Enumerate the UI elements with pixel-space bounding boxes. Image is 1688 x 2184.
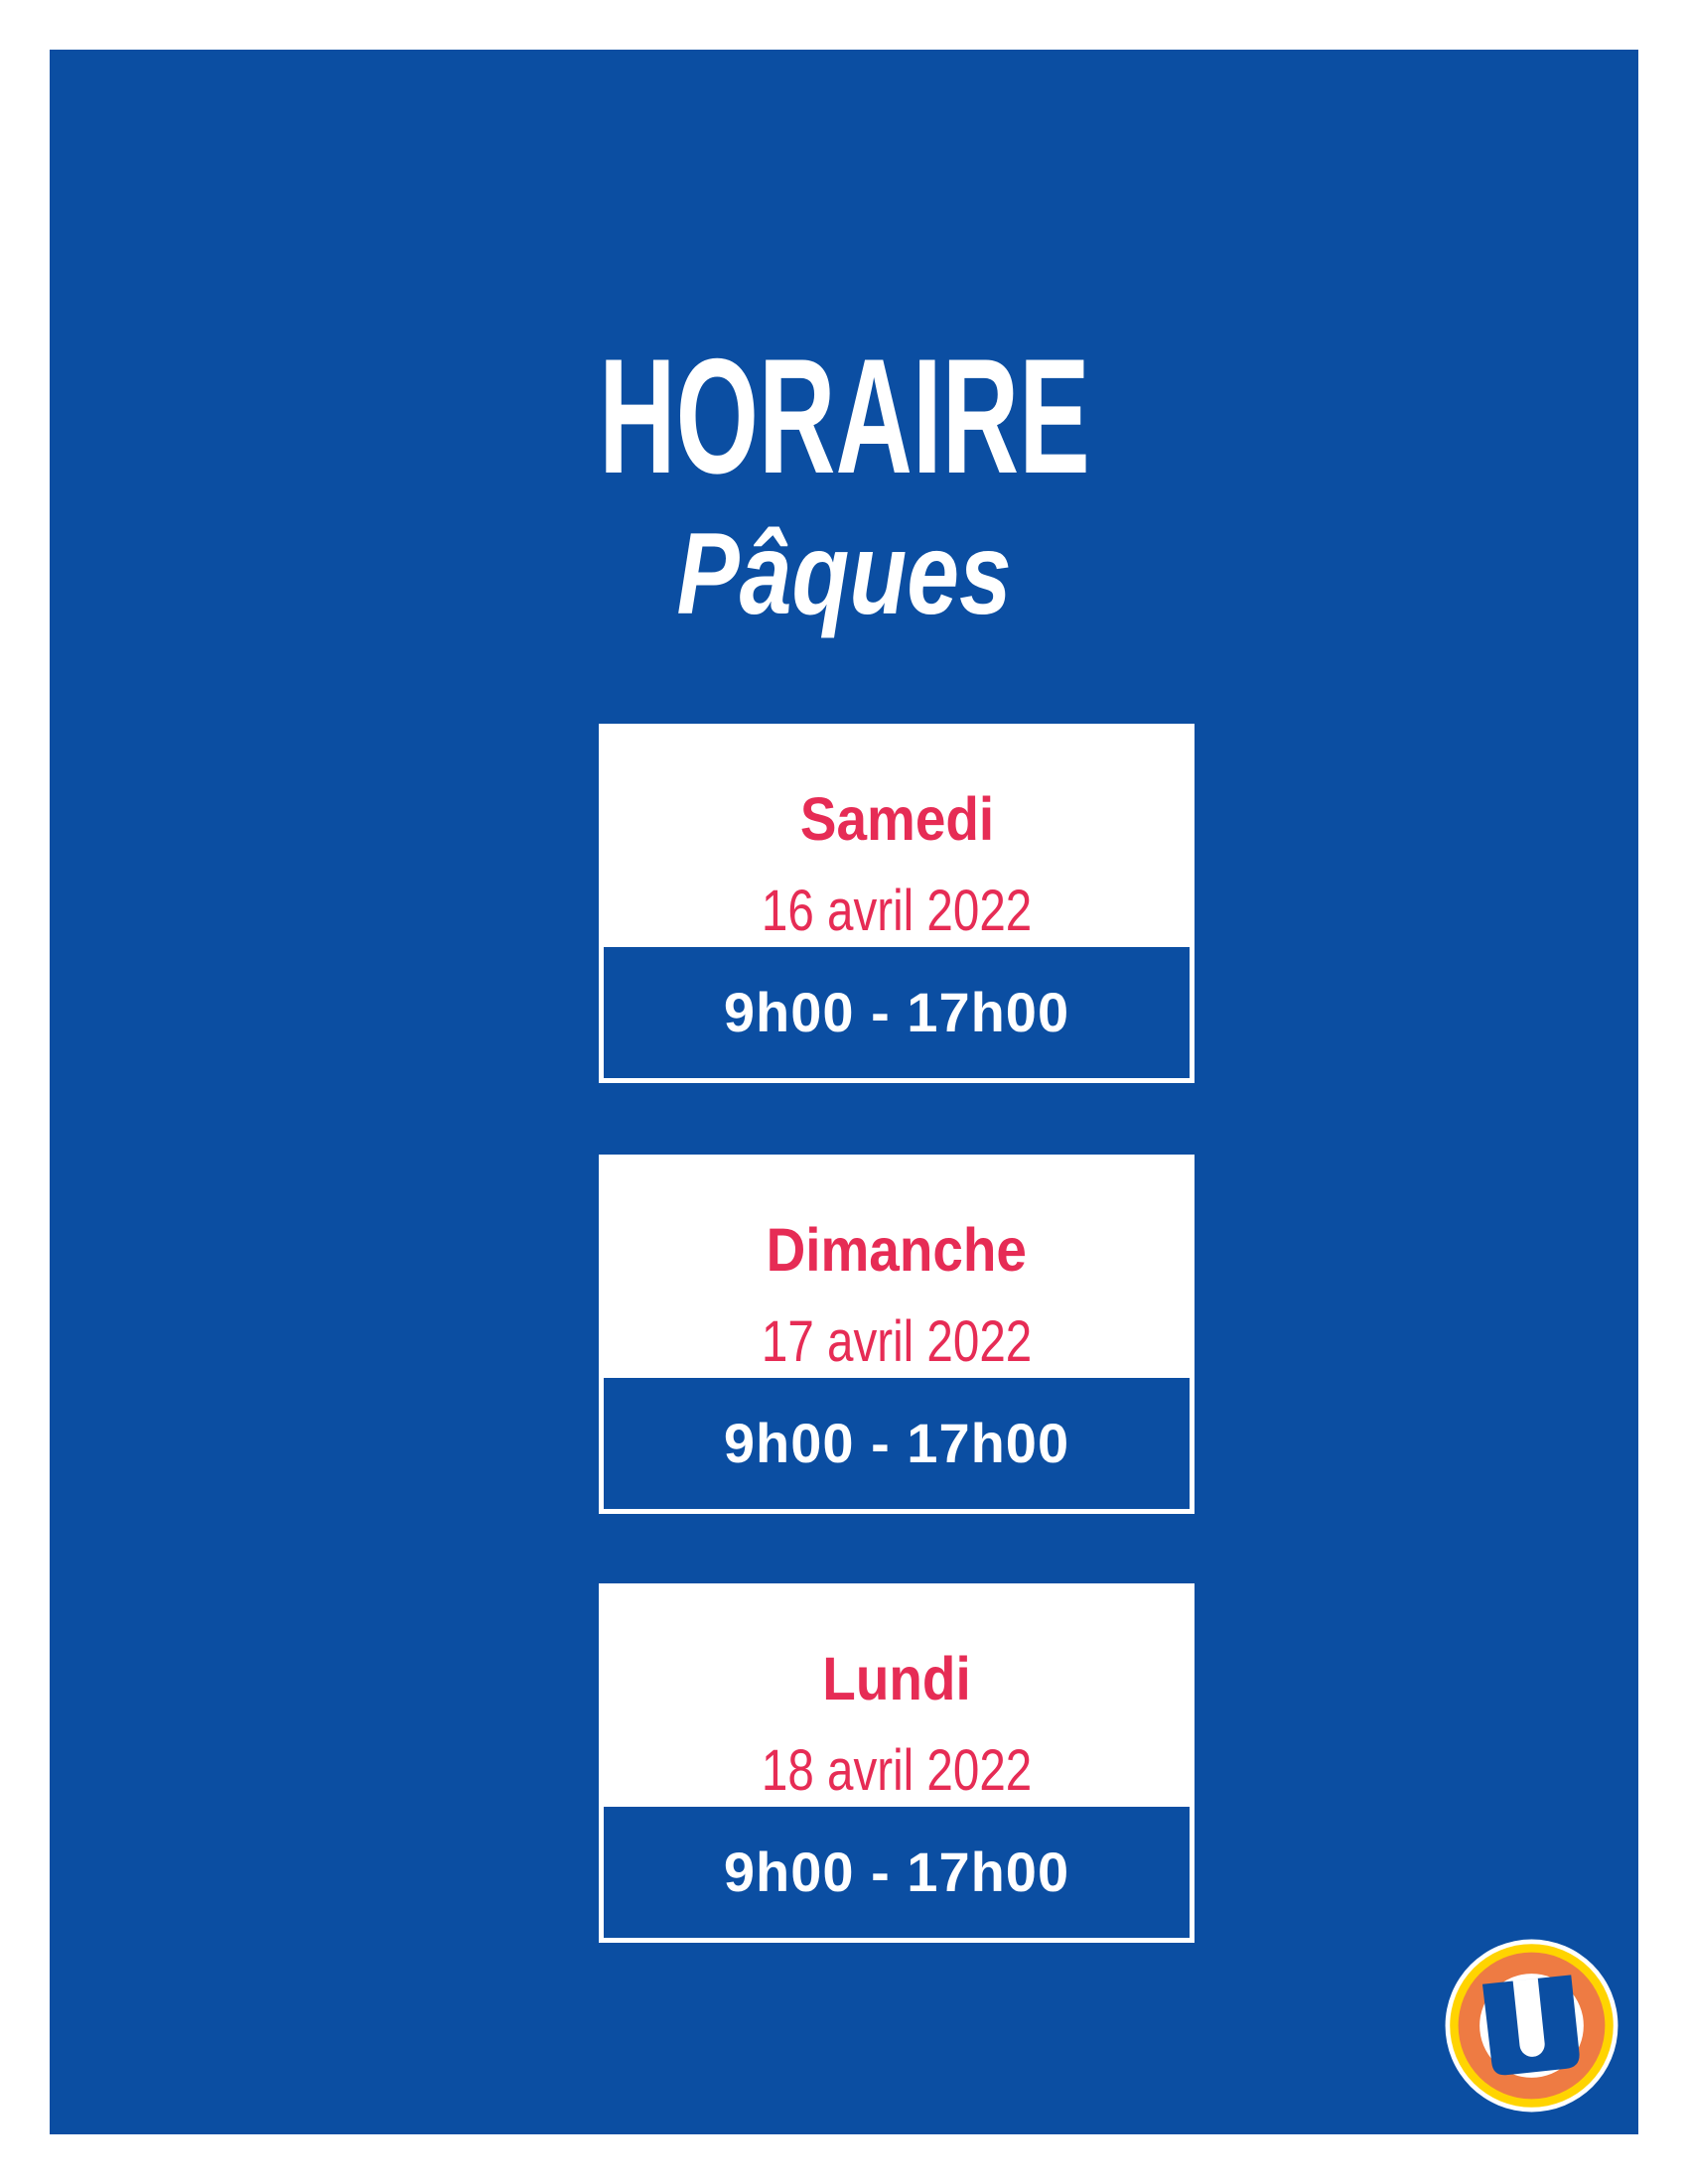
poster-subtitle-text: Pâques [676,508,1012,638]
day-text: Samedi [799,785,994,853]
u-brand-logo-icon [1439,1933,1624,2118]
day-label [599,785,1195,853]
day-text: Lundi [822,1645,971,1712]
hours-bar [604,947,1190,1078]
hours-bar [604,1807,1190,1938]
schedule-card-lundi [599,1583,1195,1943]
day-label [599,1645,1195,1712]
hours-text: 9h00 - 17h00 [723,1841,1070,1903]
schedule-card-samedi [599,724,1195,1083]
date-text: 17 avril 2022 [761,1309,1033,1374]
date-label [599,1738,1195,1803]
hours-bar [604,1378,1190,1509]
poster-title [50,325,1638,507]
schedule-card-dimanche [599,1155,1195,1514]
hours-text: 9h00 - 17h00 [723,981,1070,1043]
day-label [599,1216,1195,1284]
date-text: 18 avril 2022 [761,1738,1033,1803]
date-label [599,879,1195,943]
poster-blue-panel [50,50,1638,2134]
poster-subtitle [50,508,1638,638]
day-text: Dimanche [766,1216,1028,1284]
date-label [599,1309,1195,1374]
hours-text: 9h00 - 17h00 [723,1412,1070,1474]
date-text: 16 avril 2022 [761,879,1033,943]
poster-title-text: HORAIRE [598,325,1090,507]
